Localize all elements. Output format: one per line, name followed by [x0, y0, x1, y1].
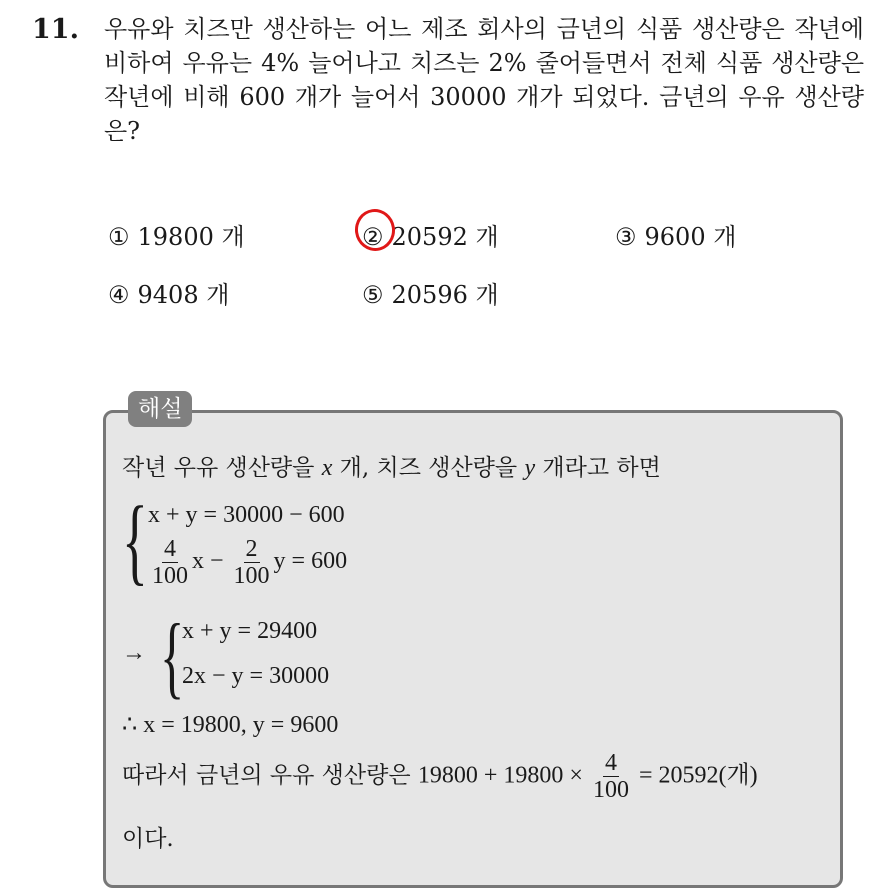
left-brace: {: [160, 605, 185, 707]
fraction: $\frac{2}{100}$: [233, 536, 270, 589]
choice-mark: ④: [108, 281, 130, 309]
choice-5[interactable]: [362, 275, 499, 310]
ending: 이다.: [122, 826, 174, 852]
final-line: 따라서 금년의 우유 생산량은 19800 + 19800 × $\frac{4}{100}$ = 20592(개): [122, 750, 758, 803]
choice-mark: ⑤: [362, 281, 384, 309]
choice-label: 19800 개: [137, 223, 245, 251]
arrow: →: [122, 640, 146, 666]
solution-tag: 해설: [128, 391, 192, 427]
choice-label: 20596 개: [391, 281, 499, 309]
choice-mark: ②: [362, 223, 384, 251]
left-brace: {: [122, 487, 148, 595]
choice-4[interactable]: [108, 275, 229, 310]
question-text: 우유와 치즈만 생산하는 어느 제조 회사의 금년의 식품 생산량은 작년에 비하여 우유는 4% 늘어나고 치즈는 2% 줄어들면서 전체 식품 생산량은 작년에 비해 600 개가 늘어서 30000 개가 되었다. 금년의 우유 생산량은?: [104, 15, 864, 145]
choice-1[interactable]: [108, 217, 245, 252]
choice-mark: ①: [108, 223, 130, 251]
fraction: $\frac{4}{100}$: [152, 536, 188, 589]
solution-intro: 작년 우유 생산량을 x 개, 치즈 생산량을 y 개라고 하면: [122, 455, 661, 481]
result: ∴ x = 19800, y = 9600: [122, 712, 339, 738]
equation-2: $\frac{4}{100}$ x − $\frac{2}{100}$ y = 600: [152, 536, 348, 589]
equation-3: x + y = 29400: [182, 618, 318, 644]
choice-3[interactable]: [615, 217, 736, 252]
equation-4: 2x − y = 30000: [182, 663, 330, 689]
choice-label: 20592 개: [391, 223, 499, 251]
question-number: 11.: [32, 14, 79, 45]
fraction: $\frac{4}{100}$: [592, 750, 629, 803]
equation-1: x + y = 30000 − 600: [148, 502, 345, 528]
choice-mark: ③: [615, 223, 637, 251]
choice-label: 9600 개: [644, 223, 737, 251]
choice-label: 9408 개: [137, 281, 230, 309]
